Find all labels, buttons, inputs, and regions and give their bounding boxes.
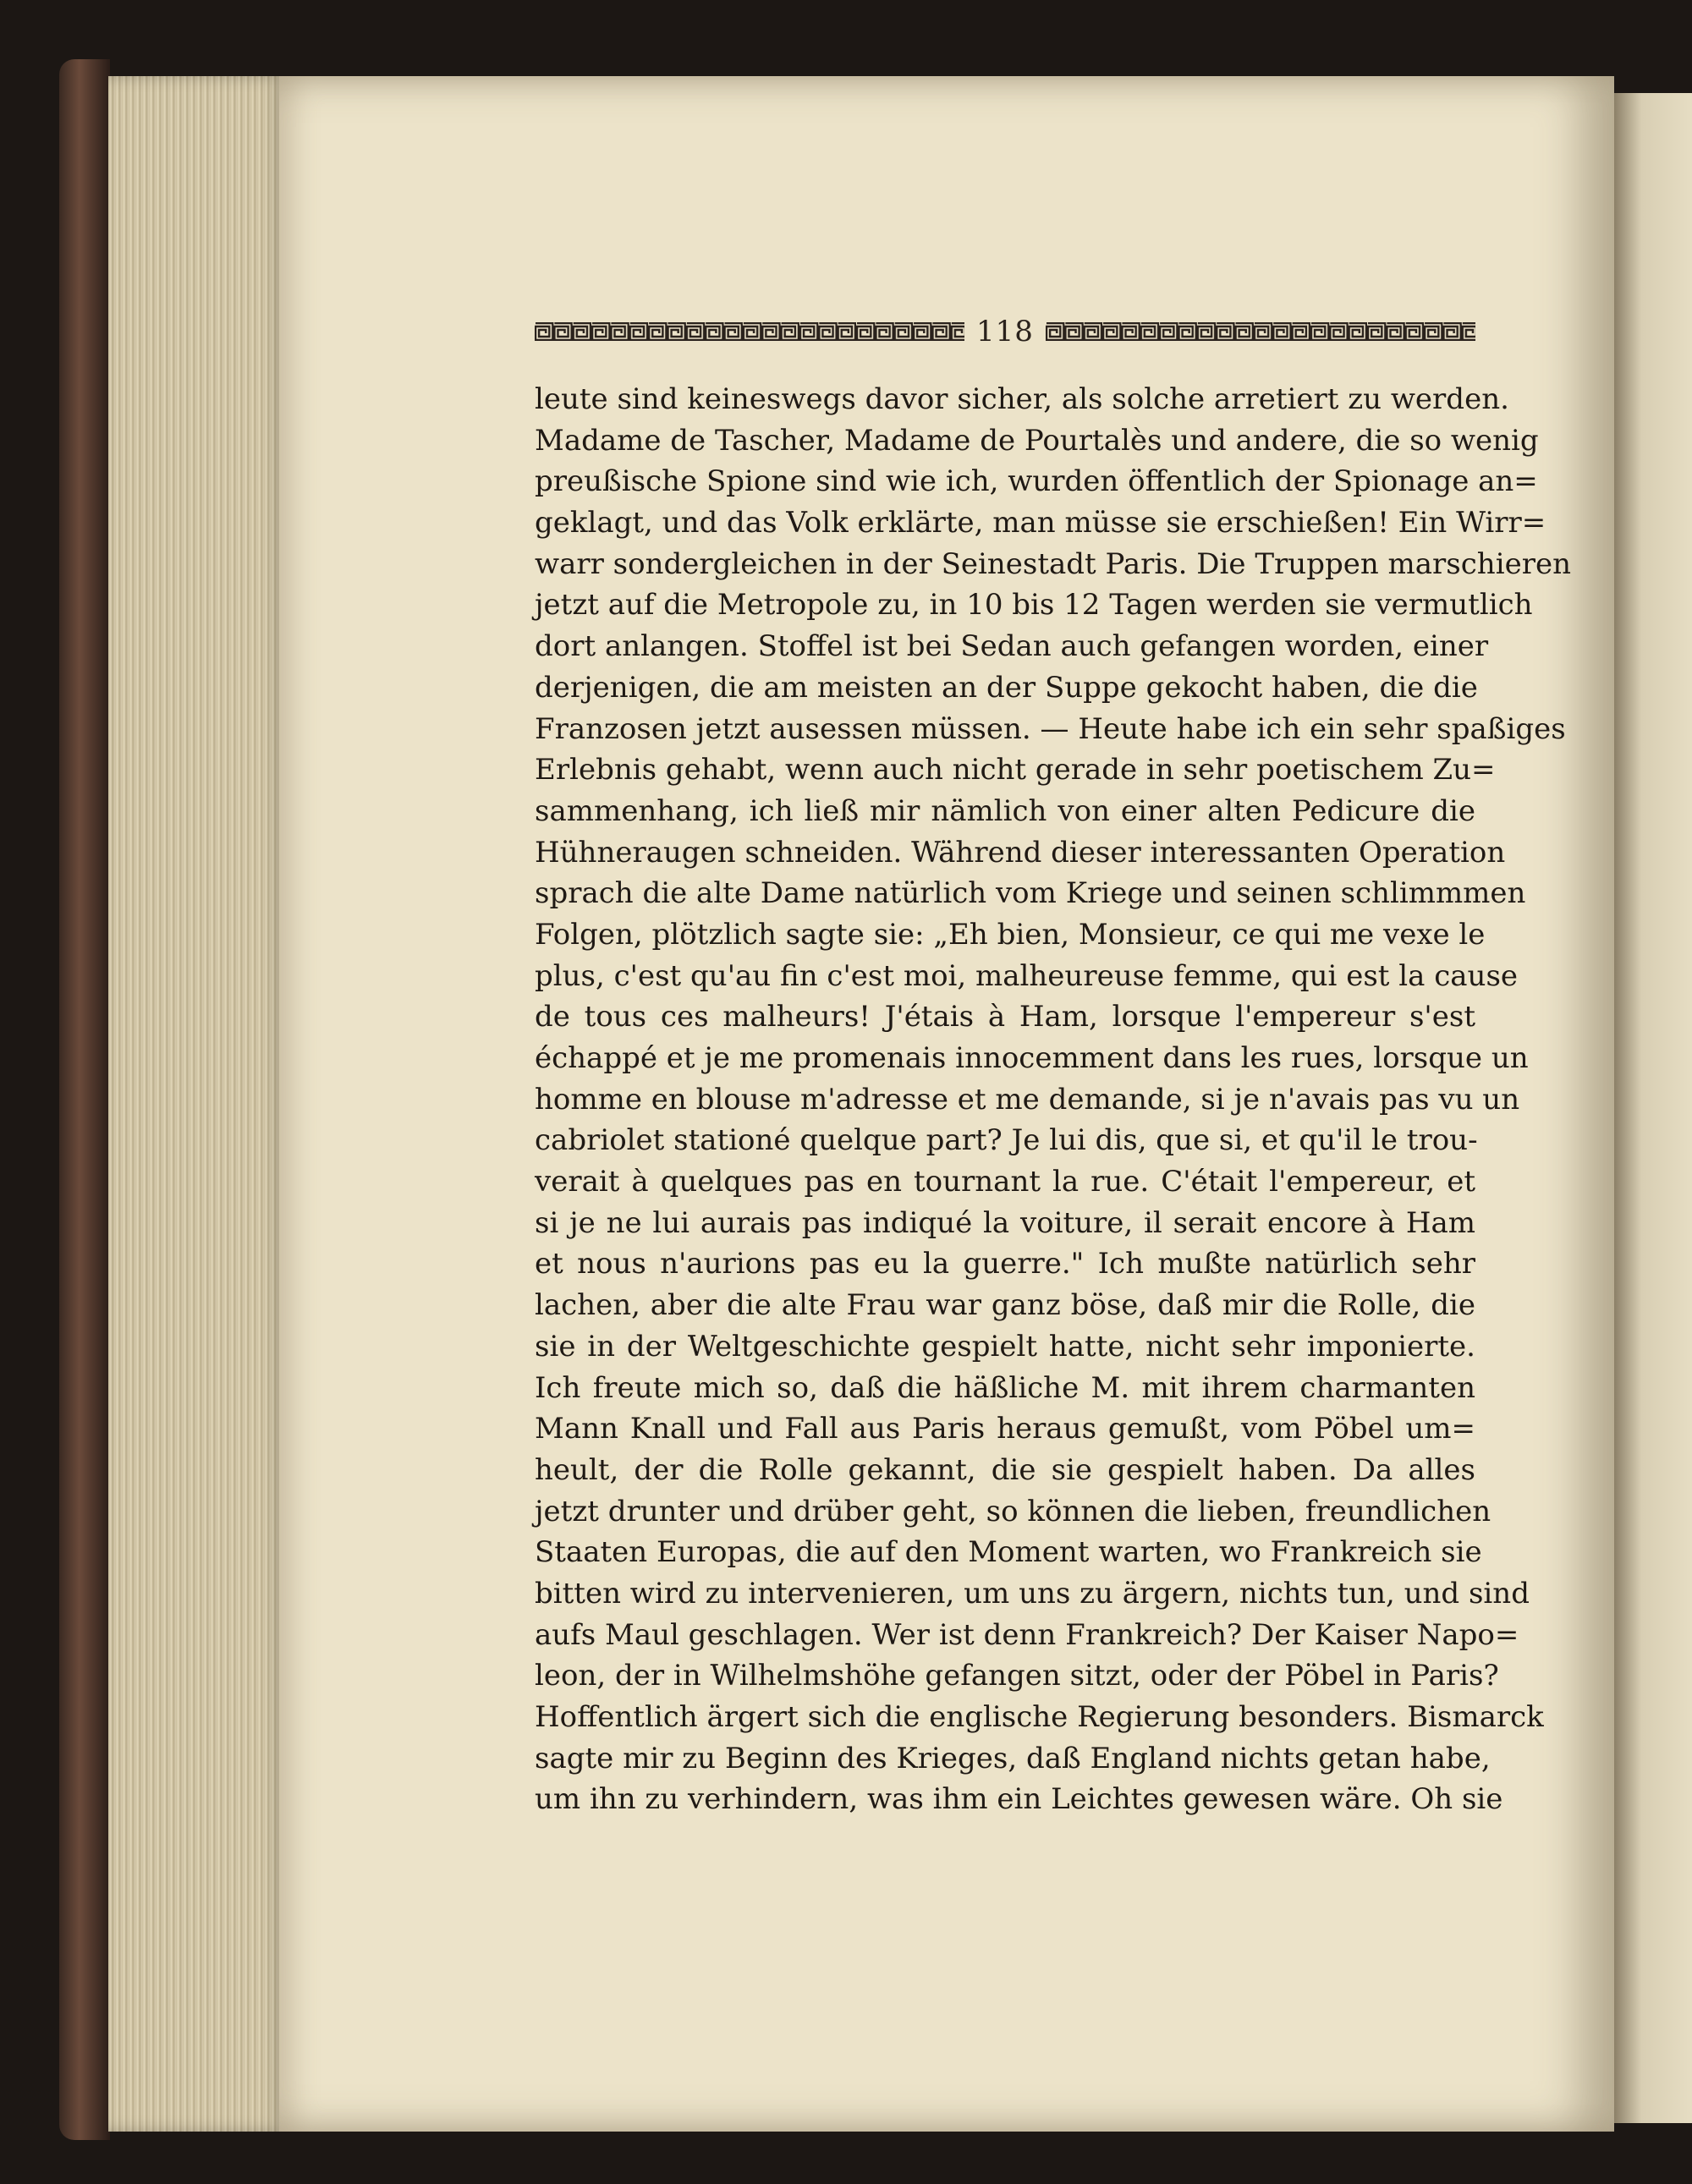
text-line: Madame de Tascher, Madame de Pourtalès und andere, die so wenig (535, 423, 1539, 458)
text-line: Mann Knall und Fall aus Paris heraus gemußt, vom Pöbel um= (535, 1412, 1475, 1446)
text-line: sammenhang, ich ließ mir nämlich von einer alten Pedicure die (535, 793, 1475, 828)
text-line: Hühneraugen schneiden. Während dieser interessanten Operation (535, 835, 1506, 870)
text-line: Hoffentlich ärgert sich die englische Regierung besonders. Bismarck (535, 1700, 1544, 1734)
text-line: preußische Spione sind wie ich, wurden öffentlich der Spionage an= (535, 464, 1538, 499)
page-number: 118 (976, 315, 1034, 348)
body-text (535, 379, 1571, 1820)
text-line: jetzt drunter und drüber geht, so können die lieben, freundlichen (535, 1494, 1491, 1528)
text-line: et nous n'aurions pas eu la guerre." Ich mußte natürlich sehr (535, 1247, 1475, 1281)
text-line: de tous ces malheurs! J'étais à Ham, lorsque l'empereur s'est (535, 1000, 1475, 1034)
text-line: heult, der die Rolle gekannt, die sie gespielt haben. Da alles (535, 1452, 1475, 1487)
text-line: um ihn zu verhindern, was ihm ein Leichtes gewesen wäre. Oh sie (535, 1782, 1503, 1817)
greek-key-ornament-right (1046, 322, 1475, 341)
text-line: jetzt auf die Metropole zu, in 10 bis 12 Tagen werden sie vermutlich (535, 588, 1533, 623)
text-line: Staaten Europas, die auf den Moment warten, wo Frankreich sie (535, 1535, 1482, 1570)
text-line: leute sind keineswegs davor sicher, als solche arretiert zu werden. (535, 382, 1509, 416)
text-line: Erlebnis gehabt, wenn auch nicht gerade in sehr poetischem Zu= (535, 753, 1496, 787)
greek-key-ornament-left (535, 322, 964, 341)
text-line: sie in der Weltgeschichte gespielt hatte, nicht sehr imponierte. (535, 1329, 1475, 1364)
text-line: sagte mir zu Beginn des Krieges, daß England nichts getan habe, (535, 1741, 1491, 1775)
text-line: plus, c'est qu'au fin c'est moi, malheureuse femme, qui est la cause (535, 958, 1519, 993)
page-edges-stack (108, 76, 286, 2132)
text-line: bitten wird zu intervenieren, um uns zu ärgern, nichts tun, und sind (535, 1576, 1530, 1611)
text-line: geklagt, und das Volk erklärte, man müsse sie erschießen! Ein Wirr= (535, 506, 1546, 541)
running-header (535, 315, 1475, 348)
text-line: derjenigen, die am meisten an der Suppe gekocht haben, die die (535, 670, 1478, 705)
text-line: homme en blouse m'adresse et me demande, si je n'avais pas vu un (535, 1082, 1520, 1117)
text-line: aufs Maul geschlagen. Wer ist denn Frankreich? Der Kaiser Napo= (535, 1617, 1519, 1652)
text-line: Franzosen jetzt ausessen müssen. — Heute habe ich ein sehr spaßiges (535, 711, 1566, 746)
text-line: Ich freute mich so, daß die häßliche M. mit ihrem charmanten (535, 1370, 1475, 1405)
text-line: leon, der in Wilhelmshöhe gefangen sitzt, oder der Pöbel in Paris? (535, 1659, 1499, 1693)
text-line: Folgen, plötzlich sagte sie: „Eh bien, Monsieur, ce qui me vexe le (535, 917, 1486, 952)
text-line: verait à quelques pas en tournant la rue. C'était l'empereur, et (535, 1165, 1475, 1199)
text-line: si je ne lui aurais pas indiqué la voiture, il serait encore à Ham (535, 1205, 1475, 1240)
text-line: échappé et je me promenais innocemment dans les rues, lorsque un (535, 1041, 1529, 1075)
text-line: dort anlangen. Stoffel ist bei Sedan auch gefangen worden, einer (535, 629, 1489, 664)
facing-page-gutter (1614, 93, 1692, 2123)
text-line: sprach die alte Dame natürlich vom Kriege und seinen schlimmmen (535, 876, 1526, 911)
text-line: warr sondergleichen in der Seinestadt Paris. Die Truppen marschieren (535, 546, 1571, 581)
text-line: lachen, aber die alte Frau war ganz böse, daß mir die Rolle, die (535, 1288, 1475, 1323)
book-cover-edge (59, 59, 110, 2140)
text-line: cabriolet stationé quelque part? Je lui dis, que si, et qu'il le trou- (535, 1123, 1478, 1158)
